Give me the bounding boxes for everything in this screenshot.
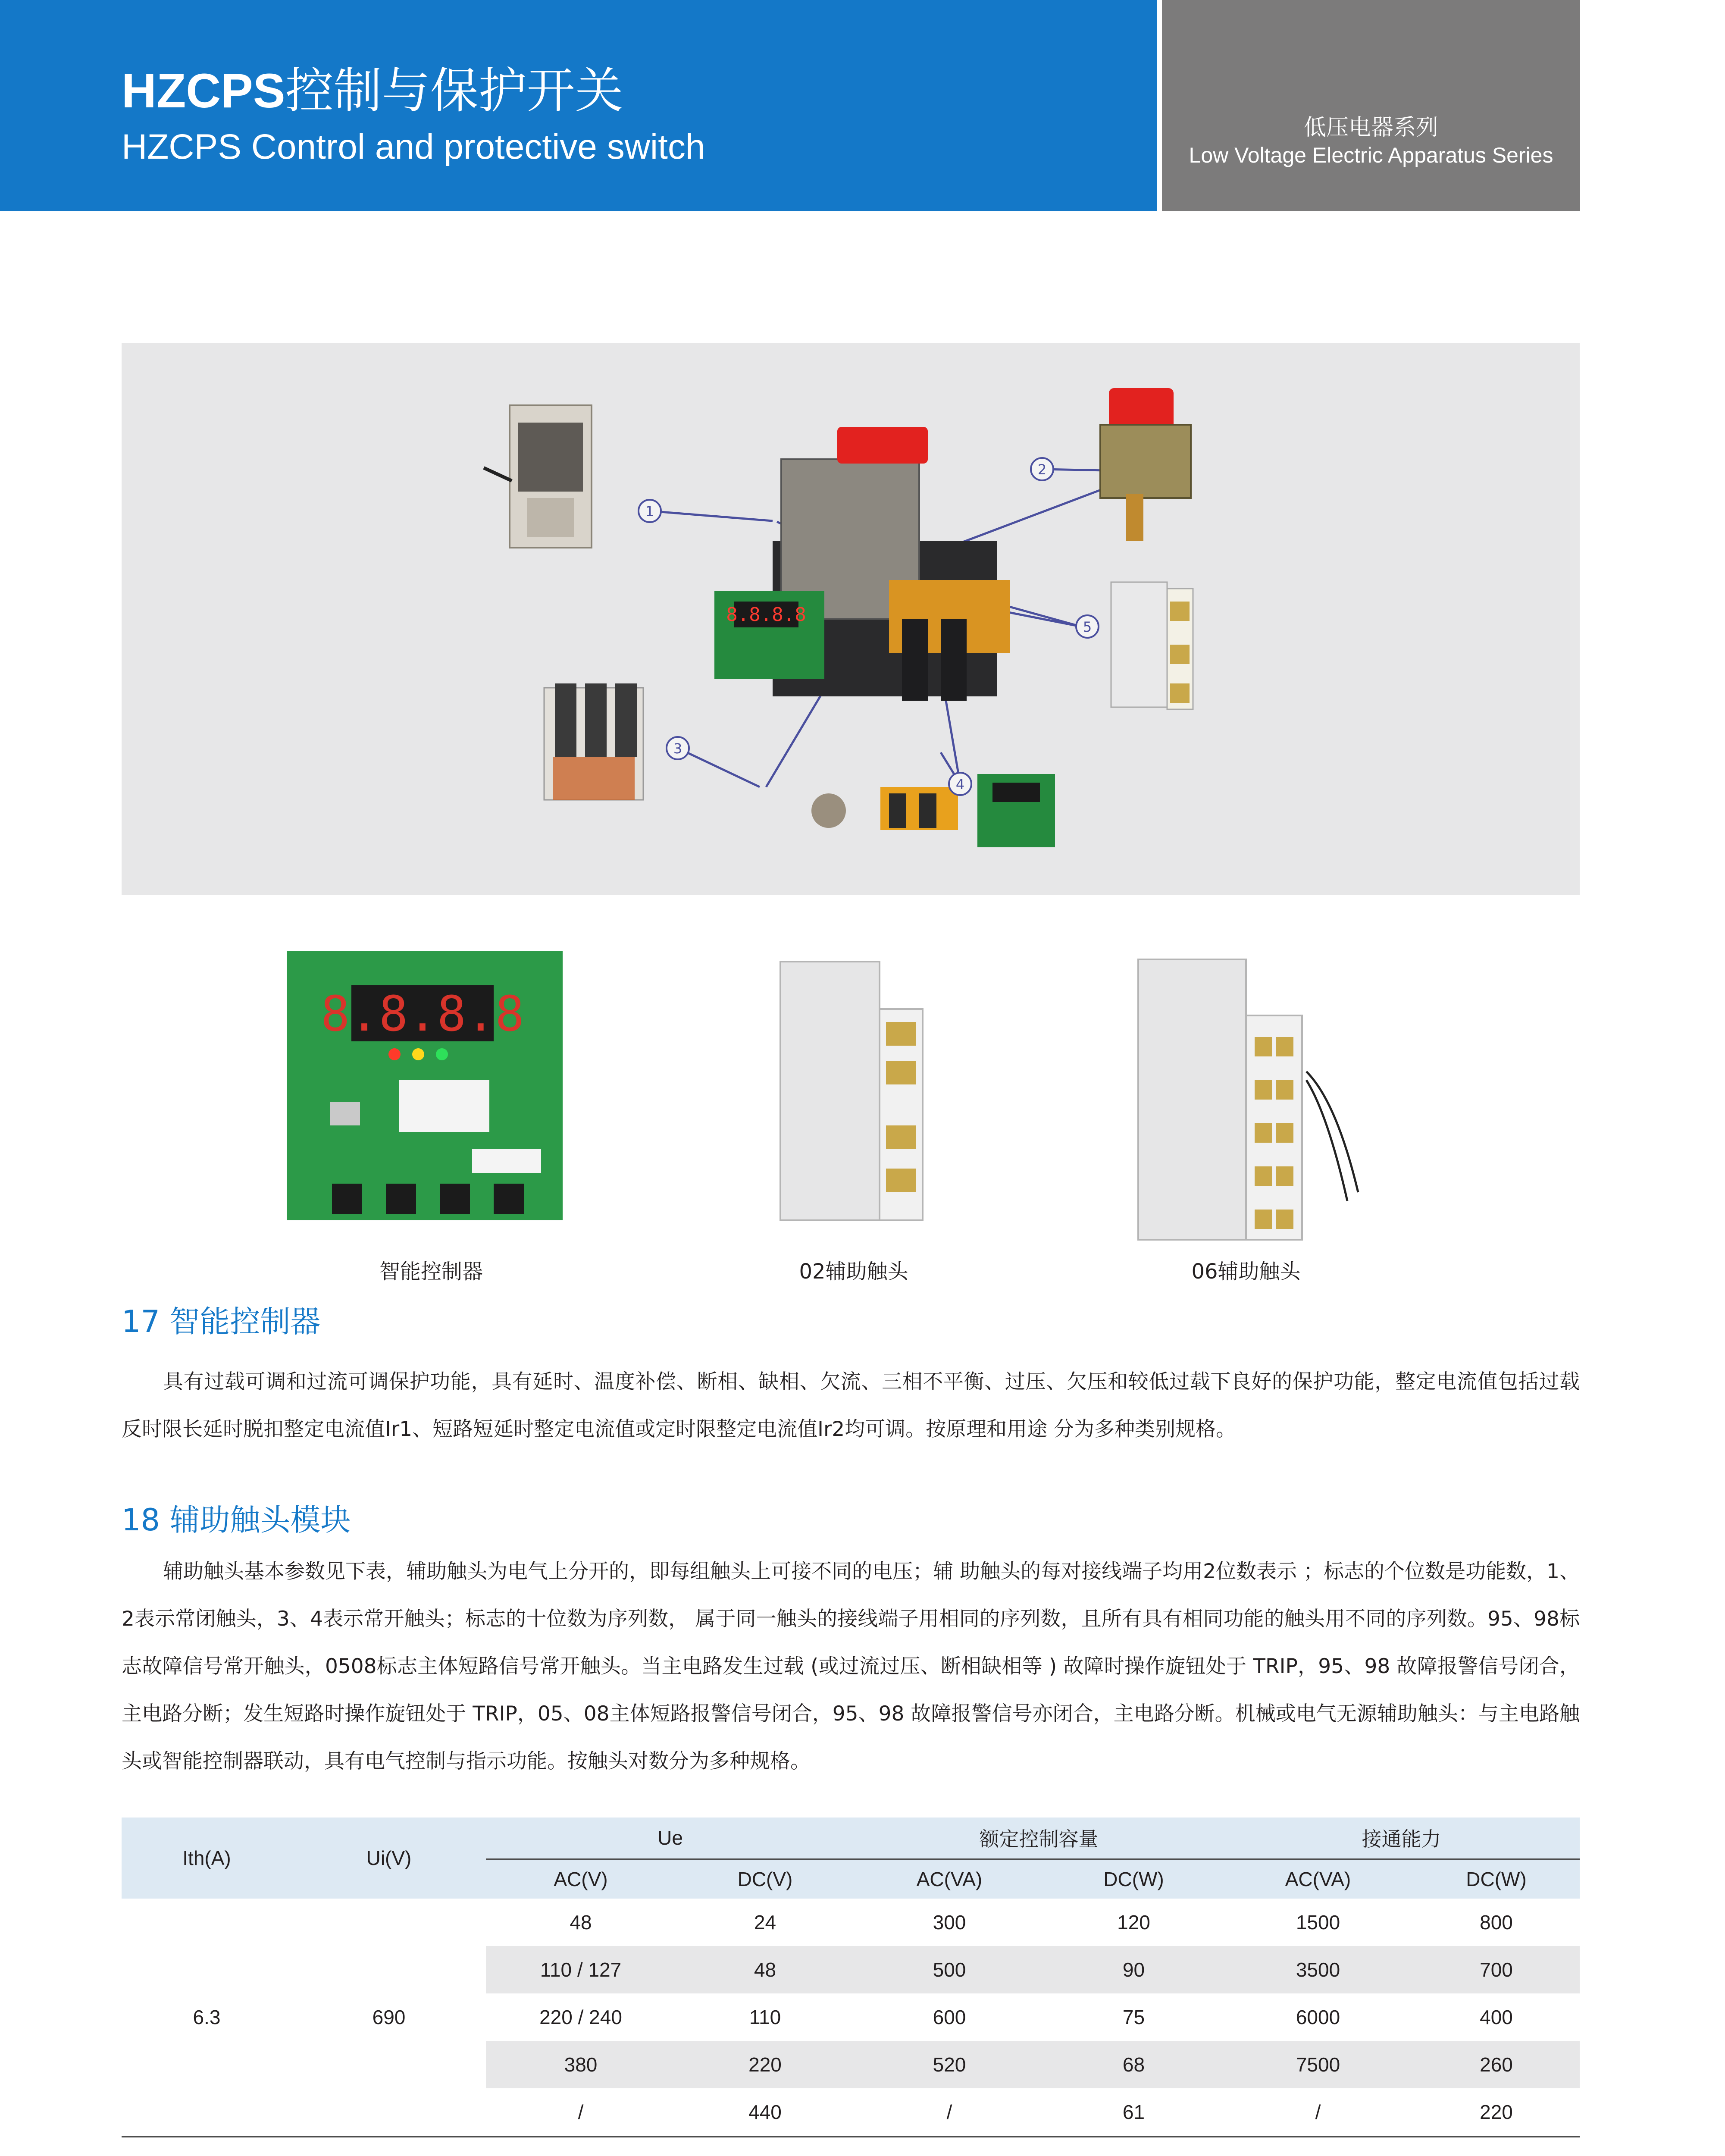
table-cell: 220 / 240 <box>539 2006 622 2028</box>
table-cell: 220 <box>1413 2088 1580 2137</box>
section-17-paragraph: 具有过载可调和过流可调保护功能，具有延时、温度补偿、断相、缺相、欠流、三相不平衡、过压、欠压和较低过载下良好的保护功能，整定电流值包括过载反时限长延时脱扣整定电流值Ir1、短路短延时整定电流值或定时限整定电流值Ir2均可调。按原理和用途 分为多种类别规格。 <box>122 1370 1580 1441</box>
title-brand: HZCPS <box>122 64 285 118</box>
subheader-making-dc: DC(W) <box>1413 1859 1580 1899</box>
subheader-ue-ac: AC(V) <box>486 1859 676 1899</box>
page-title-en: HZCPS Control and protective switch <box>122 127 705 166</box>
aux-contact-02-photo <box>772 953 927 1229</box>
module-controller-board <box>714 591 824 679</box>
section-18-paragraph: 辅助触头基本参数见下表，辅助触头为电气上分开的，即每组触头上可接不同的电压；辅 助触头的每对接线端子均用2位数表示 ；标志的个位数是功能数，1、2表示常闭触头，3、4表示常开触头；标志的十位数为序列数， 属于同一触头的接线端子用相同的序列数，且所有具有相同功能的触头用不同的序列数。95、98标志故障信号常开触头，0508标志主体短路信号常开触头。当主电路发生过载 (或过流过压、断相缺相等 ) 故障时操作旋钮处于 TRIP，95、98 故障报警信号闭合，主电路分断；发生短路时操作旋钮处于 TRIP，05、08主体短路报警信号闭合，95、98 故障报警信号亦闭合，主电路分断。机械或电气无源辅助触头：与主电路触头或智能控制器联动，具有电气控制与指示功能。按触头对数分为多种规格。 <box>122 1560 1580 1773</box>
table-cell: 6000 <box>1296 2006 1340 2028</box>
table-cell: 48 <box>570 1911 592 1934</box>
table-cell: 3500 <box>1223 1946 1413 1993</box>
parameter-table <box>122 1818 1580 2137</box>
controller-display-digits: 8.8.8.8 <box>320 986 525 1042</box>
table-cell: / <box>1223 2088 1413 2137</box>
table-cell: 520 <box>855 2041 1044 2088</box>
header-ith: Ith(A) <box>122 1818 292 1899</box>
section-17-title: 17 智能控制器 <box>122 1304 321 1339</box>
module-release-unit <box>811 774 1055 847</box>
table-cell: 75 <box>1122 2006 1145 2028</box>
module-contact-assembly <box>484 405 592 548</box>
table-cell: / <box>486 2088 676 2137</box>
callout-4: 4 <box>955 776 965 793</box>
callout-5: 5 <box>1083 619 1092 635</box>
table-header-row-1 <box>122 1818 1580 1859</box>
table-cell: 120 <box>1117 1911 1150 1934</box>
table-cell: / <box>855 2088 1044 2137</box>
assembly-diagram <box>122 343 1580 895</box>
page-title-cn <box>122 63 623 119</box>
controller-photo <box>287 951 563 1220</box>
section-18-body <box>122 1548 1580 1785</box>
assembly-illustration <box>122 343 1580 895</box>
table-cell: 7500 <box>1223 2041 1413 2088</box>
table-cell: 400 <box>1480 2006 1513 2028</box>
table-cell: 90 <box>1044 1946 1223 1993</box>
header-rated-capacity: 额定控制容量 <box>855 1818 1223 1859</box>
table-cell: 68 <box>1044 2041 1223 2088</box>
section-18-title: 18 辅助触头模块 <box>122 1502 351 1538</box>
header-ue: Ue <box>486 1818 855 1859</box>
table-cell: 380 <box>486 2041 676 2088</box>
module-contact-bridge <box>544 683 643 800</box>
table-cell: 800 <box>1480 1911 1513 1934</box>
aux06-caption: 06辅助触头 <box>1191 1260 1301 1284</box>
table-cell: 500 <box>855 1946 1044 1993</box>
table-cell: 110 / 127 <box>486 1946 676 1993</box>
aux02-caption: 02辅助触头 <box>799 1260 908 1284</box>
subheader-rated-ac: AC(VA) <box>855 1859 1044 1899</box>
subheader-making-ac: AC(VA) <box>1223 1859 1413 1899</box>
subheader-rated-dc: DC(W) <box>1044 1859 1223 1899</box>
module-operating-knob <box>1100 388 1191 541</box>
table-cell: 300 <box>933 1911 966 1934</box>
board-display-digits: 8.8.8.8 <box>726 604 806 626</box>
table-cell: 24 <box>754 1911 776 1934</box>
table-cell: 61 <box>1044 2088 1223 2137</box>
aux-contact-parameter-table <box>122 1818 1580 2137</box>
title-cn-text: 控制与保护开关 <box>285 63 623 119</box>
table-row <box>122 1899 1580 1946</box>
cell-ith-value: 6.3 <box>122 1899 292 2137</box>
table-cell: 700 <box>1413 1946 1580 1993</box>
table-cell: 110 <box>749 2006 781 2028</box>
module-aux-contact <box>1111 582 1193 709</box>
table-cell: 1500 <box>1296 1911 1340 1934</box>
subheader-ue-dc: DC(V) <box>676 1859 855 1899</box>
header-making-capacity: 接通能力 <box>1223 1818 1580 1859</box>
aux-contact-06-photo <box>1134 951 1375 1253</box>
section-17-body <box>122 1358 1580 1453</box>
header-gray-band <box>1162 0 1580 211</box>
series-label-en: Low Voltage Electric Apparatus Series <box>1189 143 1553 167</box>
table-cell: 260 <box>1413 2041 1580 2088</box>
table-cell: 48 <box>676 1946 855 1993</box>
callout-3: 3 <box>673 740 682 757</box>
table-cell: 220 <box>676 2041 855 2088</box>
header-ui: Ui(V) <box>292 1818 486 1899</box>
cell-ui-value: 690 <box>292 1899 486 2137</box>
table-cell: 600 <box>933 2006 966 2028</box>
series-label-cn: 低压电器系列 <box>1303 115 1438 141</box>
callout-1: 1 <box>645 503 654 520</box>
callout-2: 2 <box>1037 461 1047 478</box>
table-cell: 440 <box>676 2088 855 2137</box>
controller-caption: 智能控制器 <box>379 1260 483 1284</box>
